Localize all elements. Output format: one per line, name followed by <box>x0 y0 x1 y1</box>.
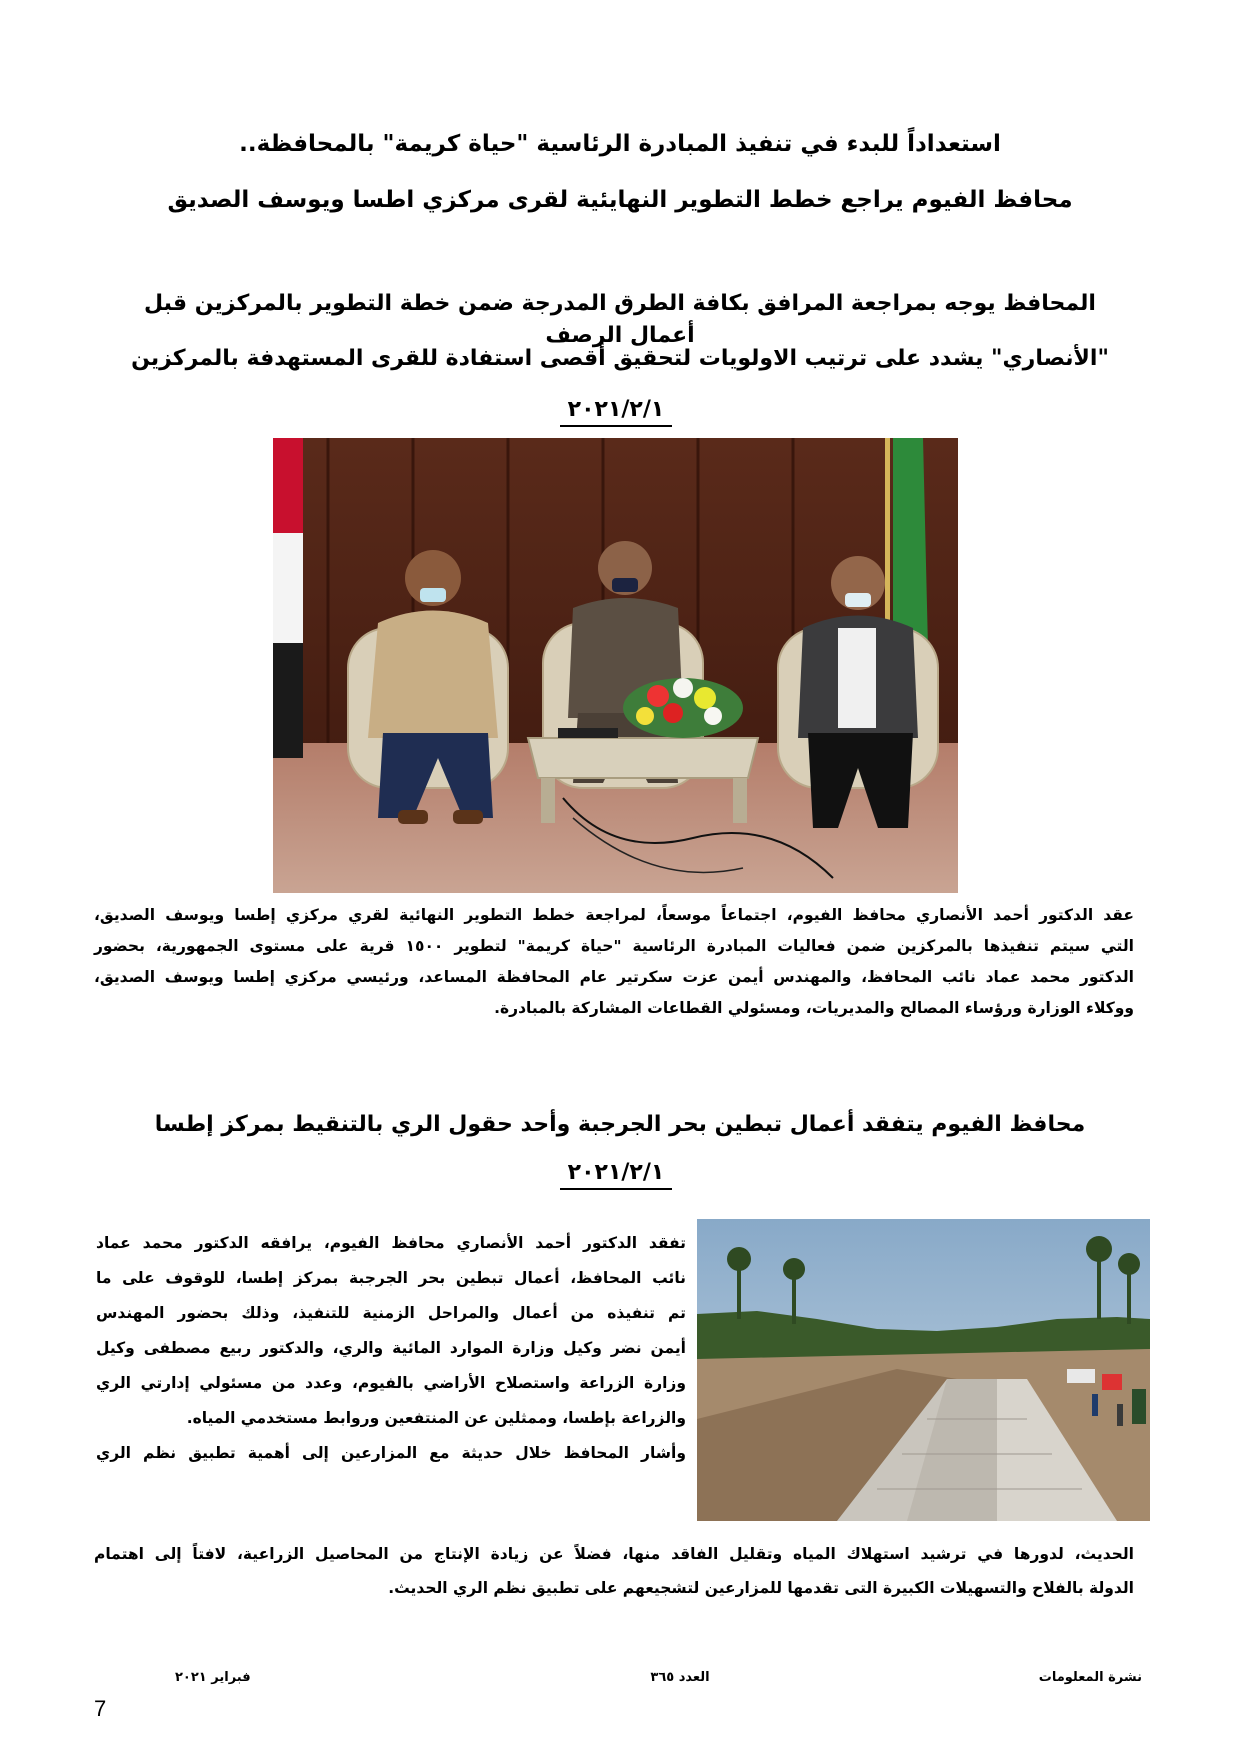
footer-issue: العدد ٣٦٥ <box>650 1670 710 1685</box>
article-2-full-text <box>94 1537 1134 1605</box>
subheadline-line-1: المحافظ يوجه بمراجعة المرافق بكافة الطرق المدرجة ضمن خطة التطوير بالمركزين قبل أعمال الرصف <box>144 291 1096 348</box>
article-2-line: تم تنفيذه من أعمال والمراحل الزمنية للتنفيذ، وذلك بحضور المهندس <box>96 1304 686 1322</box>
article-2-line: والزراعة بإطسا، وممثلين عن المنتفعين وروابط مستخدمي المياه. <box>186 1409 686 1427</box>
article-date-1: ٢٠٢١/٢/١ <box>560 395 672 427</box>
article-1-body <box>94 900 1134 1024</box>
article-2-line: تفقد الدكتور أحمد الأنصاري محافظ الفيوم، يرافقه الدكتور محمد عماد <box>96 1234 686 1252</box>
article-2-line: الحديث، لدورها في ترشيد استهلاك المياه وتقليل الفاقد منها، فضلاً عن زيادة الإنتاج من المحاصيل الزراعية، لافتاً إلى اهتمام <box>94 1545 1134 1563</box>
footer-month: فبراير ٢٠٢١ <box>175 1670 251 1685</box>
article-1-line: ووكلاء الوزارة ورؤساء المصالح والمديريات، ومسئولي القطاعات المشاركة بالمبادرة. <box>494 999 1134 1017</box>
article-date-2: ٢٠٢١/٢/١ <box>560 1158 672 1190</box>
headline-line-2: محافظ الفيوم يراجع خطط التطوير النهايئية لقرى مركزي اطسا ويوسف الصديق <box>167 187 1073 213</box>
article-2-side-text <box>96 1226 686 1471</box>
footer-publication: نشرة المعلومات <box>1038 1670 1142 1685</box>
article-1-line: التي سيتم تنفيذها بالمركزين ضمن فعاليات المبادرة الرئاسية "حياة كريمة" لتطوير ١٥٠٠ قرية على مستوى الجمهورية، بحضور <box>94 937 1134 955</box>
canal-photo <box>697 1219 1150 1521</box>
article-1-line: الدكتور محمد عماد نائب المحافظ، والمهندس أيمن عزت سكرتير عام المحافظة المساعد، ورئيسي مركزي إطسا ويوسف الصديق، <box>94 968 1134 986</box>
article-2-line: وأشار المحافظ خلال حديثة مع المزارعين إلى أهمية تطبيق نظم الري <box>96 1444 686 1462</box>
article-2-line: أيمن نضر وكيل وزارة الموارد المائية والري، والدكتور ربيع مصطفى وكيل <box>96 1339 686 1357</box>
article-1-line: عقد الدكتور أحمد الأنصاري محافظ الفيوم، اجتماعاً موسعاً، لمراجعة خطط التطوير النهائية لقري مركزي إطسا ويوسف الصديق، <box>94 906 1134 924</box>
headline-article-2: محافظ الفيوم يتفقد أعمال تبطين بحر الجرجبة وأحد حقول الري بالتنقيط بمركز إطسا <box>154 1112 1086 1137</box>
article-2-line: وزارة الزراعة واستصلاح الأراضي بالفيوم، وعدد من مسئولي إدارتي الري <box>96 1374 686 1392</box>
page-number: 7 <box>94 1696 107 1721</box>
headline-line-1: استعداداً للبدء في تنفيذ المبادرة الرئاسية "حياة كريمة" بالمحافظة.. <box>239 131 1001 157</box>
subheadline-line-2: "الأنصاري" يشدد على ترتيب الاولويات لتحقيق أقصى استفادة للقرى المستهدفة بالمركزين <box>131 346 1109 371</box>
article-2-line: نائب المحافظ، أعمال تبطين بحر الجرجبة بمركز إطسا، للوقوف على ما <box>96 1269 686 1287</box>
meeting-photo <box>273 438 958 893</box>
article-2-line: الدولة بالفلاح والتسهيلات الكبيرة التى تقدمها للمزارعين لتشجيعهم على تطبيق نظم الري الحديث. <box>388 1579 1134 1597</box>
